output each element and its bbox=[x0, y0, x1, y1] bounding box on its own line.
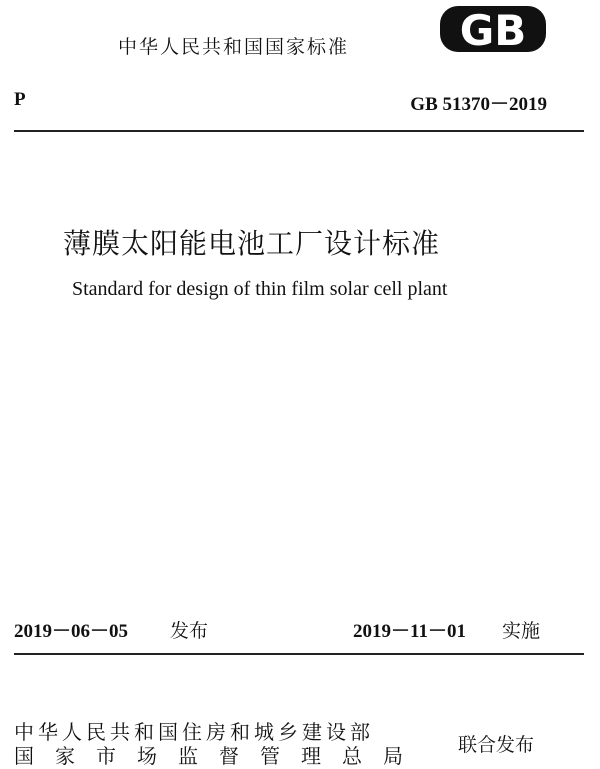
issuer-line-1: 中华人民共和国住房和城乡建设部 bbox=[14, 720, 374, 744]
implementation-date: 2019－11－01 bbox=[353, 621, 466, 642]
issuer-line-2: 国家市场监督管理总局 bbox=[14, 744, 424, 768]
gb-logo-text: GB bbox=[459, 6, 527, 55]
classification-code: P bbox=[14, 89, 26, 110]
gb-logo bbox=[438, 2, 548, 56]
issuer-heading: 中华人民共和国国家标准 bbox=[118, 36, 350, 58]
standard-number: GB 51370－2019 bbox=[410, 94, 547, 115]
top-divider bbox=[14, 130, 584, 132]
title-english: Standard for design of thin film solar cell plant bbox=[72, 278, 448, 300]
joint-issue-label: 联合发布 bbox=[458, 734, 535, 756]
bottom-divider bbox=[14, 653, 584, 655]
issue-label: 发布 bbox=[170, 620, 209, 642]
gb-logo-graphic bbox=[438, 2, 548, 56]
issue-date: 2019－06－05 bbox=[14, 621, 129, 642]
implementation-label: 实施 bbox=[502, 620, 541, 642]
title-chinese: 薄膜太阳能电池工厂设计标准 bbox=[63, 227, 441, 260]
